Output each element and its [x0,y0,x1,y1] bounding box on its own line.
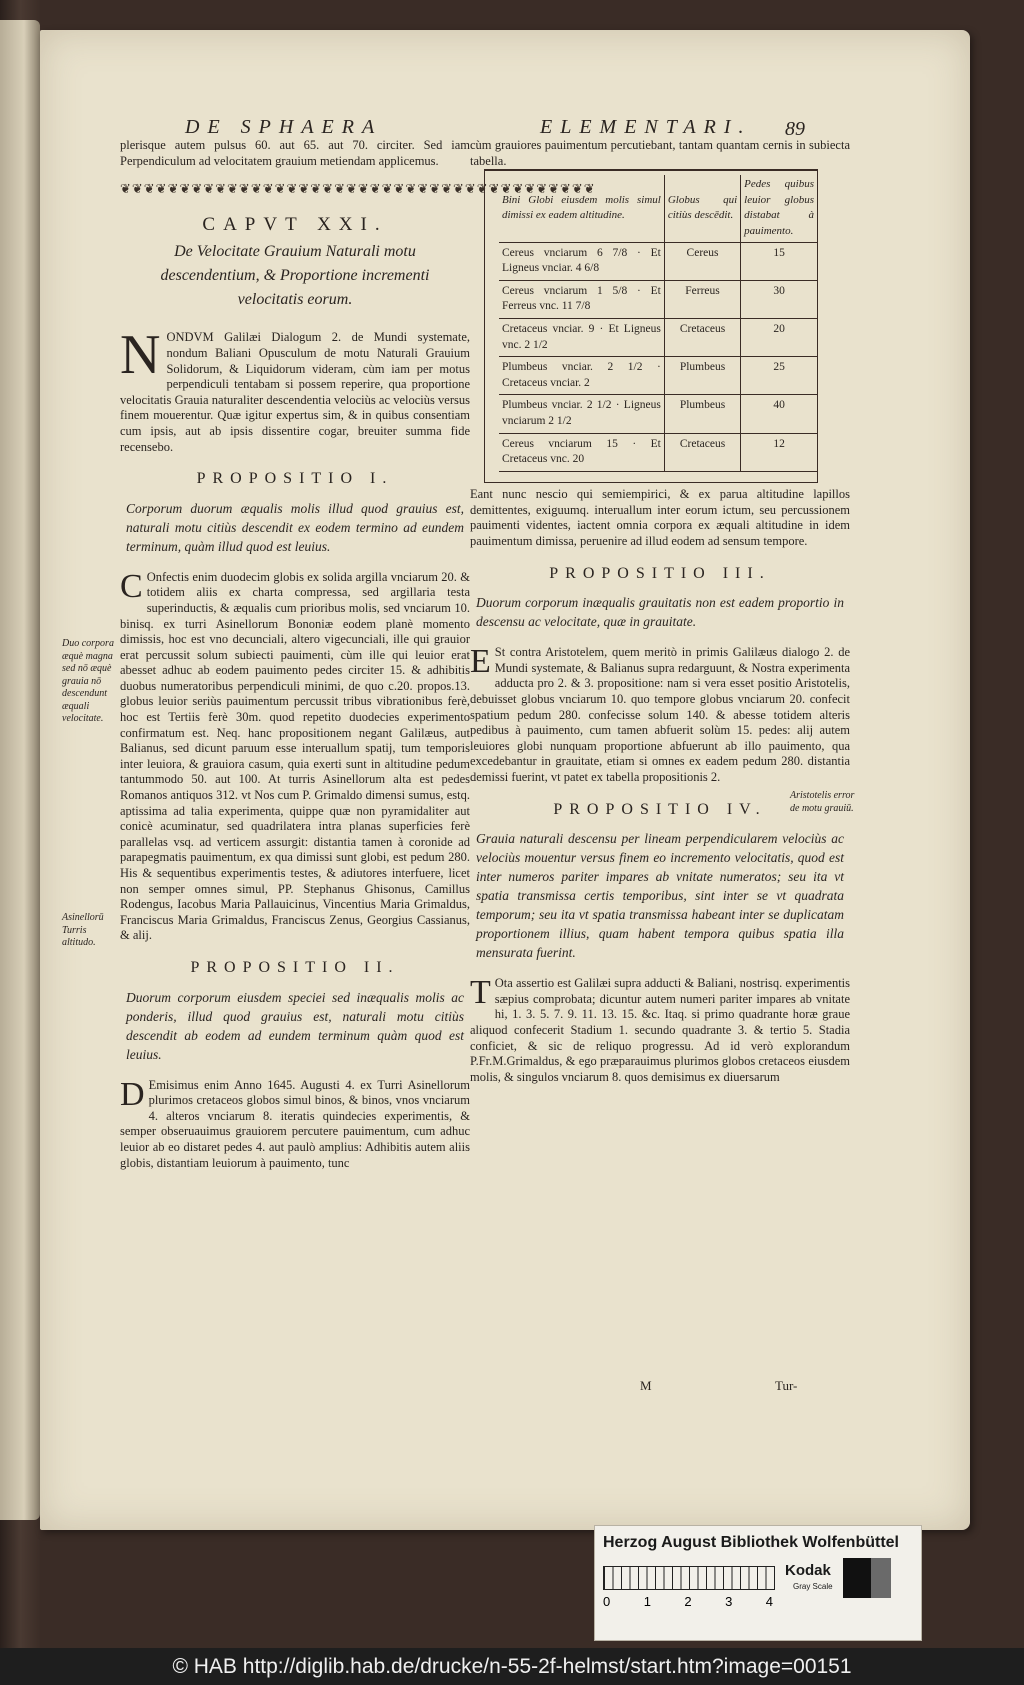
prop1-heading: PROPOSITIO I. [196,470,394,488]
marginal-note-1: Duo corpora æquè magna sed nō æquè grauia nō descendunt æquali velocitate. [62,638,114,724]
prop4-paragraph [470,976,850,1085]
table-row [499,395,817,433]
table-cell-faster: Cretaceus [664,318,740,356]
gray-scale-label: Gray Scale [793,1582,833,1591]
marginal-note-3: Aristotelis error de motu grauiū. [790,790,855,814]
prop3-heading: PROPOSITIO III. [549,564,771,582]
chapter-title: De Velocitate Grauium Naturali motu descendentium, & Proportione incrementi velocitatis eorum. [160,243,430,309]
table-cell-pair: Cereus vnciarum 6 7/8 · Et Ligneus vnciar. 4 6/8 [499,242,664,280]
table-row [499,357,817,395]
prop3-statement: Duorum corporum inæqualis grauitatis non est eadem proportio in descensu ac velocitate, quæ in grauitate. [476,595,844,630]
library-name: Herzog August Bibliothek Wolfenbüttel [603,1534,899,1551]
table-cell-faster: Plumbeus [664,357,740,395]
ruler-number: 3 [725,1594,733,1609]
running-head-left: DE SPHAERA [185,116,383,138]
drop-experiment-table [499,175,817,472]
table-row [499,280,817,318]
prop2-paragraph [120,1075,470,1172]
ornament-band: ❦❦❦❦❦❦❦❦❦❦❦❦❦❦❦❦❦❦❦❦❦❦❦❦❦❦❦❦❦❦❦❦❦❦❦❦❦❦❦❦ [120,181,596,197]
gray-patch-black [843,1558,871,1598]
table-cell-pair: Cereus vnciarum 1 5/8 · Et Ferreus vnc. 11 7/8 [499,280,664,318]
left-opening-paragraph: plerisque autem pulsus 60. aut 65. aut 70. circiter. Sed iam Perpendiculum ad velocitatem grauium metiendam applicemus. [120,138,470,168]
table-cell-feet: 15 [741,242,817,280]
kodak-brand: Kodak [785,1562,831,1579]
table-header: Pedes quibus leuior globus distabat à pauimento. [741,175,817,242]
prop4-statement: Grauia naturali descensu per lineam perpendicularem velociùs ac velociùs mouentur versus finem eo incremento velocitatis, quod est inter numeros pariter impares ab vnitate numeratos; seu ita vt spatia transmissa certis temporibus, sint inter se vt quadrata temporum; seu ita vt spatia transmissa habeant inter se duplicatam proportionem illius, quam habent tempora quibus spatia illa mensurata fuerint. [476,831,844,961]
table-cell-faster: Ferreus [664,280,740,318]
prop2-dropcap: D [120,1075,145,1113]
table-header: Globus qui citiùs descēdit. [664,175,740,242]
ruler-numbers [603,1594,773,1609]
table-cell-feet: 12 [741,433,817,471]
previous-page-edge [0,20,40,1520]
prop2-text: Emisimus enim Anno 1645. Augusti 4. ex Turri Asinellorum plurimos cretaceos globos simul binos, & binos, vnos vnciarum 4. alteros vnciarum 8. iteratis quindecies experimentis, & semper obseruauimus grauiorem percutere pauimentum, cum adhuc leuior ab eo distaret pedes 4. aut paulò amplius: Adhibitis autem aliis globis, distantiam leuiorum à pauimento, tunc [120,1077,470,1170]
table-cell-feet: 25 [741,357,817,395]
intro-paragraph [120,324,470,455]
prop2-statement: Duorum corporum eiusdem speciei sed inæqualis molis ac ponderis, illud quod grauius est, naturali motu citiùs descendit ab eodem ad eundem terminum quàm quod est leuius. [126,989,464,1062]
intro-dropcap: N [120,324,161,387]
data-table-frame [484,169,818,483]
after-table-paragraph: Eant nunc nescio qui semiempirici, & ex parua altitudine lapillos demittentes, exiguumq. interuallum inter eorum ictum, seu percussionem pauimenti videntes, iactent omnia corpora ex æquali altitudine in idem pauimentum dimissa, peruenire ad illud eodem ad sensum tempore. [470,487,850,549]
table-cell-faster: Plumbeus [664,395,740,433]
prop4-text: Ota assertio est Galilæi supra adducti & Baliani, nostrisq. experimentis sæpius comprobata; dicuntur autem numeri pariter impares ab vnitate hi, 1. 3. 5. 7. 9. 11. 13. 15. &c. Itaq. si primo quadrante horæ graue aliquod confecerit Stadium 1. secundo quadrante 3. & tertio 5. Stadia conficiet, & sic de reliquo progressu. Ad id verò explorandum P.Fr.M.Grimaldus, & ego præparauimus plurimos globos cretaceos eiusdem molis, & singulos vnciarum 8. quos demisimus ex diuersarum [470,976,850,1084]
book-page [40,30,970,1530]
prop1-paragraph [120,567,470,944]
catchword: Tur- [775,1378,798,1393]
prop3-dropcap: E [470,643,491,681]
table-cell-pair: Cereus vnciarum 15 · Et Cretaceus vnc. 20 [499,433,664,471]
gray-patch-mid [871,1558,891,1598]
prop1-dropcap: C [120,567,143,605]
table-cell-feet: 30 [741,280,817,318]
archive-color-label [594,1525,922,1641]
ruler-number: 0 [603,1594,611,1609]
ruler-number: 2 [684,1594,692,1609]
prop1-statement: Corporum duorum æqualis molis illud quod grauius est, naturali motu citiùs descendit ex eodem termino ad eundem terminum, quàm illud quod est leuius. [126,500,464,554]
table-cell-faster: Cereus [664,242,740,280]
footer-credit: © HAB http://diglib.hab.de/drucke/n-55-2f-helmst/start.htm?image=00151 [0,1648,1024,1685]
ruler-number: 4 [765,1594,773,1609]
table-cell-feet: 40 [741,395,817,433]
prop3-paragraph [470,645,850,785]
page-number: 89 [785,118,805,140]
prop4-heading: PROPOSITIO IV. [553,800,767,818]
right-opening-paragraph: cùm grauiores pauimentum percutiebant, tantam quantam cernis in subiecta tabella. [470,138,850,168]
table-cell-pair: Plumbeus vnciar. 2 1/2 · Ligneus vnciarum 2 1/2 [499,395,664,433]
signature-mark: M [640,1378,652,1393]
intro-text: ONDVM Galilæi Dialogum 2. de Mundi systemate, nondum Baliani Opusculum de motu Naturali Grauium Solidorum, & Liquidorum videram, cùm iam per motus perpendiculi tentabam si possem reperire, qua proportione velocitatis Grauia naturaliter descendentia velociùs ac velociùs versus finem mouerentur. Quæ igitur expertus sim, & in quibus consentiam cum ipsis, aut ab ipsis dissentire cogar, breuiter summa fide recensebo. [120,330,470,454]
table-cell-faster: Cretaceus [664,433,740,471]
table-header-row [499,175,817,242]
table-row [499,318,817,356]
prop2-heading: PROPOSITIO II. [190,958,400,976]
prop3-text: St contra Aristotelem, quem meritò in primis Galilæus dialogo 2. de Mundi systemate, & Balianus supra redarguunt, & Nostra experimenta adducta pro 2. & 3. propositione: nam si vera esset positio Aristotelis, debuisset globus vnciarum 10. quo tempore globus vnciarum 20. confecit spatium pedum 280. confecisse solum 140. & abesse totidem alteris pedibus à pauimento, cum tamen abfuerit solùm 15. pedes: alij autem leuiores globi nunquam proportione abfuerunt ab illo pauimento, qua excedebantur in grauitate, etiam si omnes ex eadem pedum 280. distantia demissi fuerint, vt patet ex tabella propositionis 2. [470,645,850,784]
ruler-number: 1 [643,1594,651,1609]
chapter-heading: CAPVT XXI. [202,213,388,235]
marginal-note-2: Asinellorū Turris altitudo. [62,912,104,948]
table-row [499,242,817,280]
running-head-right: ELEMENTARI. [540,116,752,138]
prop4-dropcap: T [470,974,491,1012]
table-cell-pair: Cretaceus vnciar. 9 · Et Ligneus vnc. 2 1/2 [499,318,664,356]
prop1-text: Onfectis enim duodecim globis ex solida argilla vnciarum 20. & totidem aliis ex charta compressa, sed argillaria testa superinductis, & æqualis cum prioribus molis, sed vnciarum 10. binisq. ex turri Asinellorum Bononiæ eodem planè momento dimissis, hoc est vno decunciali, altero vigecunciali, ille qui grauior erat percussit solum subiecti pauimenti, cùm ille qui leuior erat abesset adhuc ab eodem pauimento pedes circiter 15. & adhibitis duobus numeratoribus perpendiculi minimi, de quo c.20. propos.13. globus leuior seriùs pauimentum percussit tribus vibrationibus ferè, hoc est Tertiis ferè 30m. quod repetito duodecies experimento confirmatum est. Neq. hanc propositionem negant Galilæus, aut Balianus, sed dicunt paruum esse interuallum spatij, tum temporis inter leuiora, & grauiora casum, quia exerti sunt in altitudine pedum tantummodo 50. aut 100. At turris Asinellorum alta est pedes Romanos antiquos 312. vt Nos cum P. Grimaldo dimensi sumus, estq. aptissima ad talia experimenta, quippe quæ non pyramidaliter aut conicè acuminatur, sed quadrilatera intra planas superficies ferè parallelas vsq. ad verticem assurgit: distantia tamen à coronide ad parapegmatis pauimentum, ex qua dimissi sunt globi, est pedum 280. His & sequentibus experimentis testes, & adiutores interfuere, licet non semper omnes simul, PP. Stephanus Ghisonus, Camillus Rodengus, Iacobus Maria Pallauicinus, Vincentius Maria Grimaldus, Franciscus Maria Grimaldus, Franciscus Zenus, Georgius Cassianus, & alij. [120,569,470,943]
table-cell-feet: 20 [741,318,817,356]
scale-ruler [603,1566,775,1590]
table-header: Bini Globi eiusdem molis simul dimissi ex eadem altitudine. [499,175,664,242]
table-row [499,433,817,471]
table-cell-pair: Plumbeus vnciar. 2 1/2 · Cretaceus vnciar. 2 [499,357,664,395]
right-column [470,138,850,1085]
